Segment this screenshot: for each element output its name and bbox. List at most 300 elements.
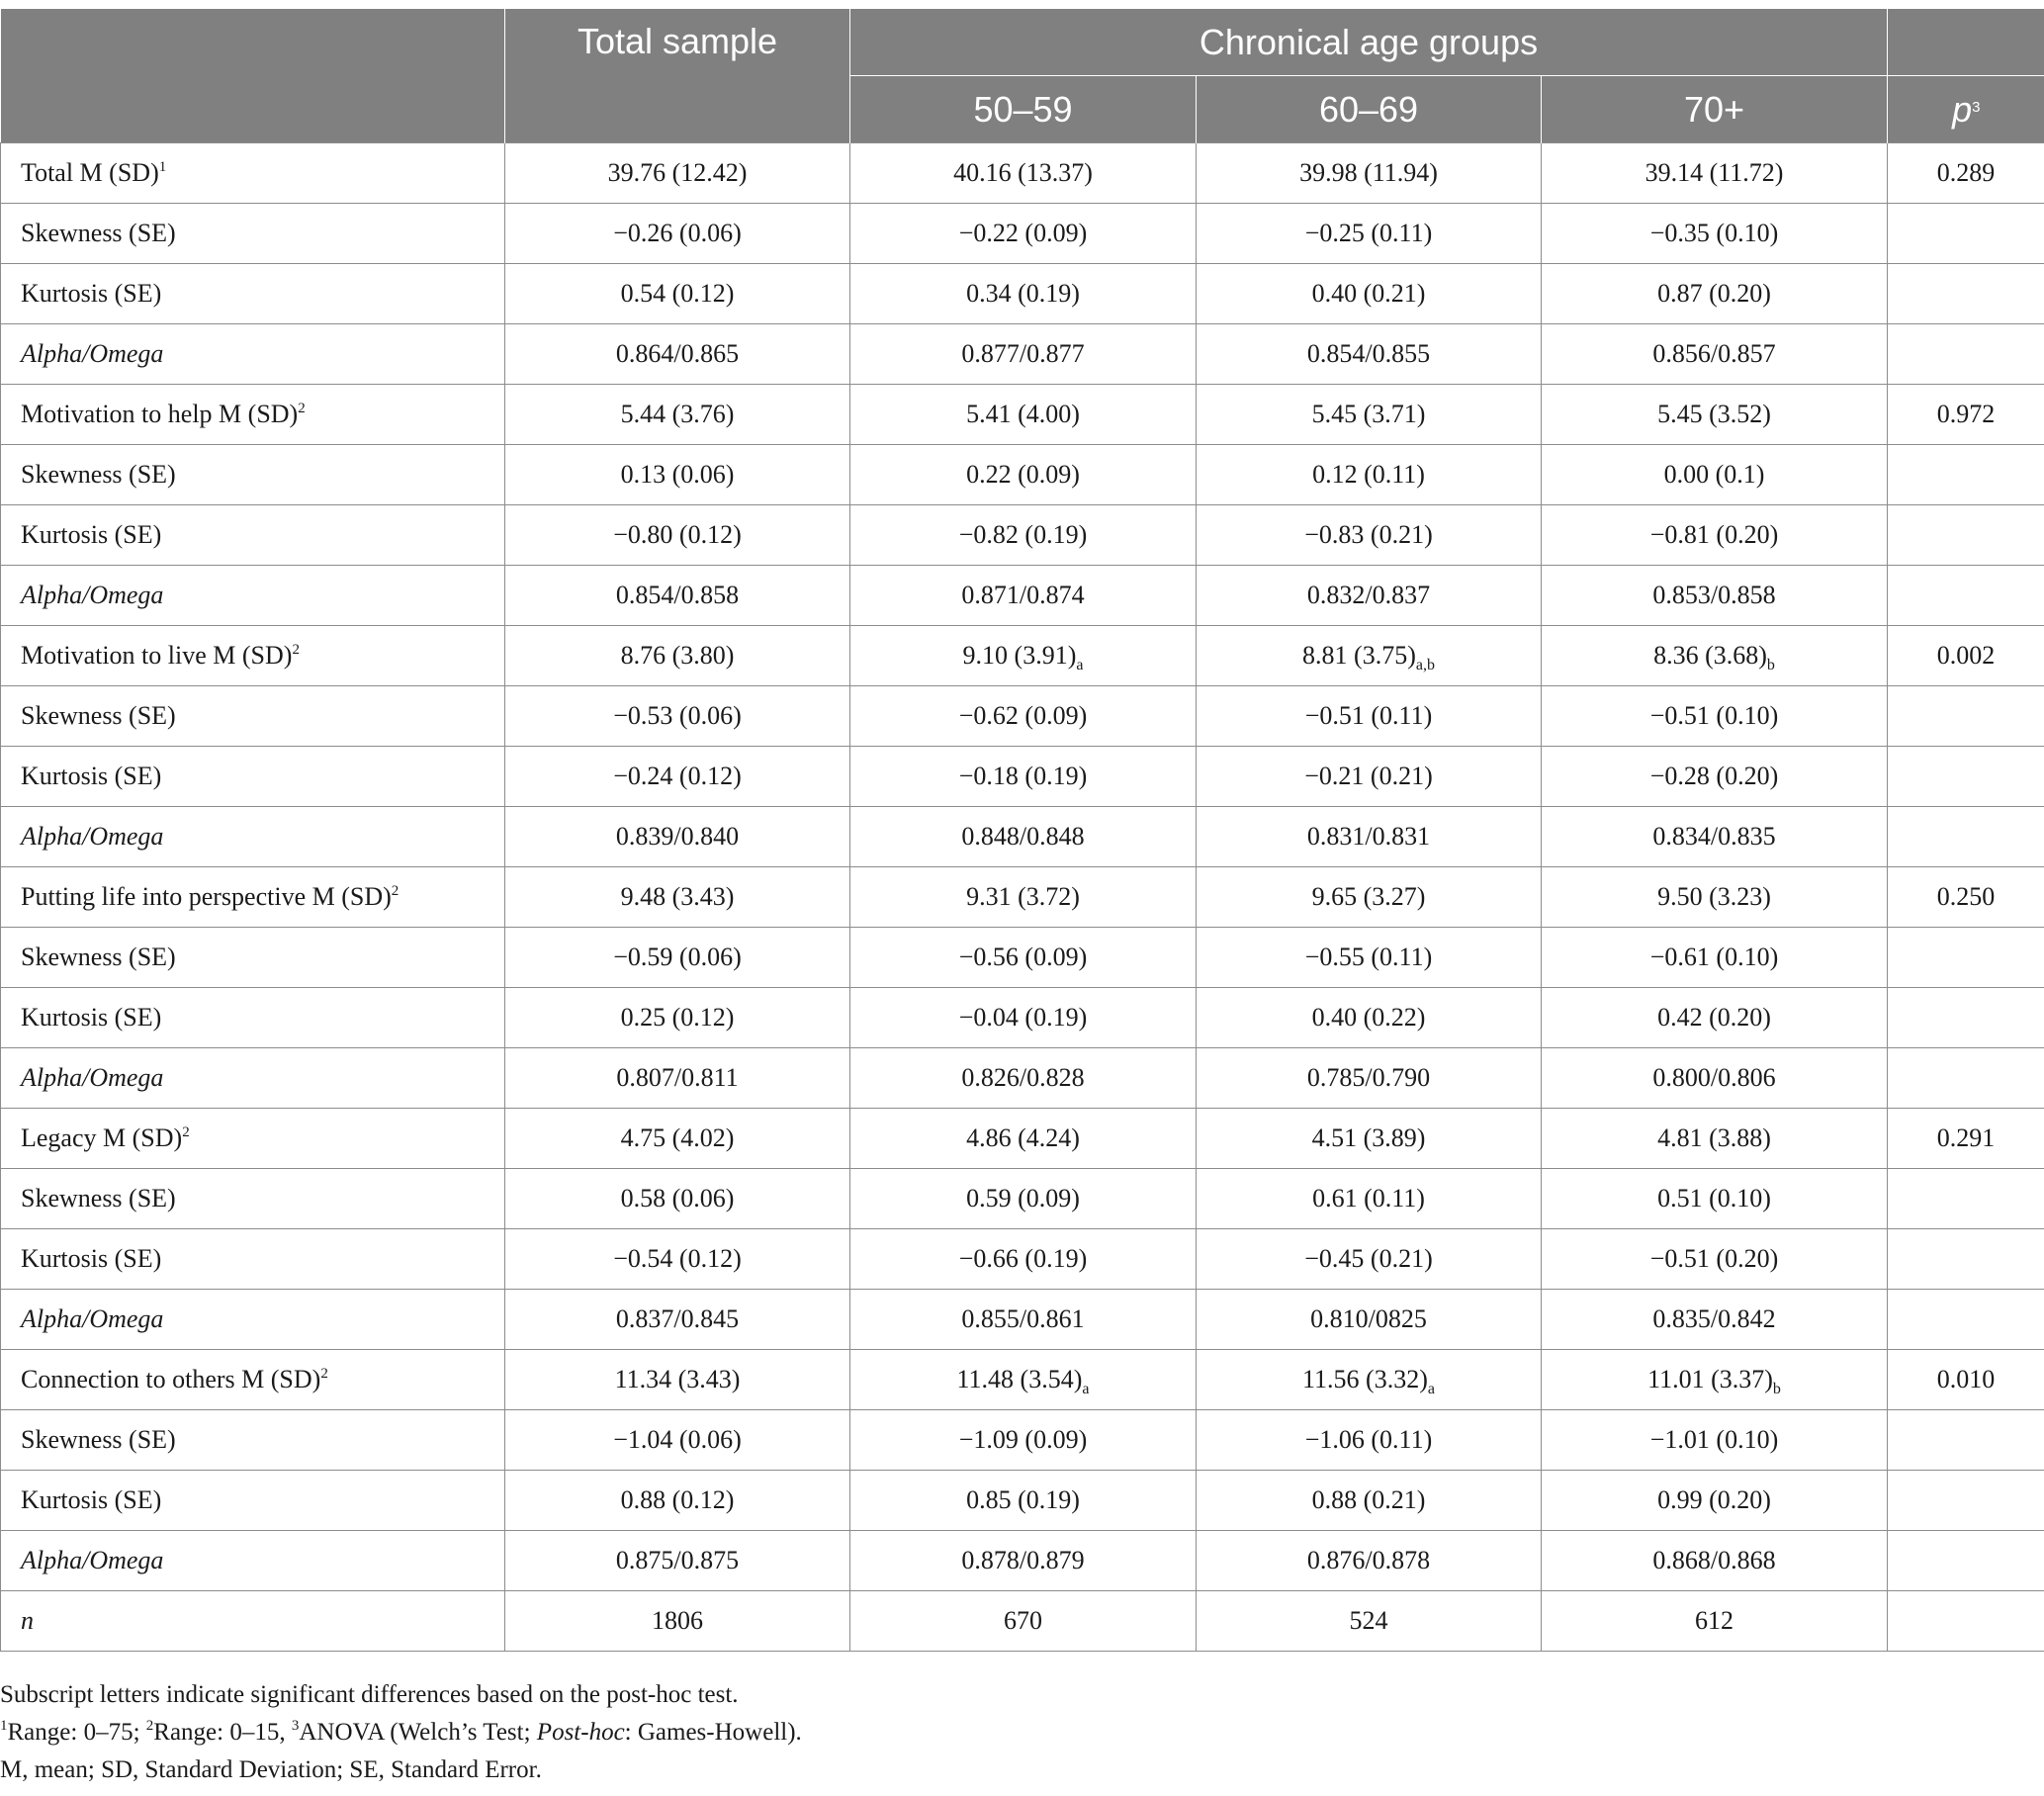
- cell-total-sample: [505, 1350, 850, 1410]
- cell-value: −0.80 (0.12): [613, 520, 742, 549]
- table-row: [1, 867, 2044, 928]
- cell-group-50-59: [850, 445, 1197, 505]
- cell-value: −0.28 (0.20): [1649, 762, 1779, 790]
- cell-total-sample: [505, 1410, 850, 1471]
- cell-value: 670: [1004, 1606, 1042, 1635]
- statistics-table: [0, 9, 2044, 1652]
- cell-group-50-59: [850, 264, 1197, 324]
- cell-total-sample: [505, 324, 850, 385]
- significance-subscript: a: [1082, 1381, 1090, 1397]
- cell-value: 9.31 (3.72): [966, 882, 1080, 911]
- cell-value: −0.51 (0.11): [1304, 701, 1433, 730]
- table-row: [1, 1531, 2044, 1591]
- cell-value: −0.45 (0.21): [1304, 1244, 1433, 1273]
- cell-value: 0.87 (0.20): [1657, 279, 1771, 308]
- cell-p-value: [1888, 204, 2044, 264]
- cell-total-sample: [505, 1290, 850, 1350]
- row-label-text: Alpha/Omega: [21, 1546, 164, 1574]
- row-label-text: Total M (SD): [21, 158, 159, 187]
- table-row: [1, 1410, 2044, 1471]
- cell-value: 0.00 (0.1): [1663, 460, 1765, 489]
- cell-total-sample: [505, 566, 850, 626]
- row-label: [1, 264, 505, 324]
- cell-total-sample: [505, 143, 850, 204]
- cell-p-value: [1888, 1290, 2044, 1350]
- cell-value: 0.88 (0.12): [620, 1485, 735, 1514]
- row-label-text: Kurtosis (SE): [21, 1003, 162, 1032]
- row-label-footnote-mark: 2: [298, 401, 306, 416]
- table-header: [1, 9, 2044, 143]
- cell-group-60-69: [1197, 1410, 1542, 1471]
- cell-total-sample: [505, 385, 850, 445]
- cell-value: −0.18 (0.19): [958, 762, 1088, 790]
- cell-group-70-plus: [1542, 988, 1888, 1048]
- cell-group-70-plus: [1542, 505, 1888, 566]
- footnote-range-total: Range: 0–75;: [7, 1719, 146, 1746]
- cell-value: 0.51 (0.10): [1657, 1184, 1771, 1212]
- significance-subscript: a,b: [1415, 657, 1435, 674]
- row-label-text: Alpha/Omega: [21, 581, 164, 609]
- cell-value: 8.81 (3.75): [1302, 641, 1416, 670]
- cell-value: −0.62 (0.09): [958, 701, 1088, 730]
- cell-group-60-69: [1197, 1169, 1542, 1229]
- row-label-text: Skewness (SE): [21, 1184, 176, 1212]
- cell-total-sample: [505, 867, 850, 928]
- row-label: [1, 686, 505, 747]
- cell-group-50-59: [850, 1350, 1197, 1410]
- table-row: [1, 988, 2044, 1048]
- cell-value: 0.58 (0.06): [620, 1184, 735, 1212]
- cell-value: 0.853/0.858: [1652, 581, 1776, 609]
- cell-value: 0.42 (0.20): [1657, 1003, 1771, 1032]
- cell-value: 4.75 (4.02): [620, 1123, 735, 1152]
- cell-value: 0.40 (0.22): [1311, 1003, 1426, 1032]
- cell-group-70-plus: [1542, 385, 1888, 445]
- row-label: [1, 1290, 505, 1350]
- cell-value: 5.45 (3.71): [1311, 400, 1426, 428]
- cell-group-70-plus: [1542, 1591, 1888, 1652]
- cell-group-70-plus: [1542, 1471, 1888, 1531]
- cell-p-value: [1888, 1410, 2044, 1471]
- cell-group-70-plus: [1542, 867, 1888, 928]
- cell-value: 9.48 (3.43): [620, 882, 735, 911]
- cell-group-60-69: [1197, 988, 1542, 1048]
- cell-group-50-59: [850, 626, 1197, 686]
- cell-group-50-59: [850, 143, 1197, 204]
- cell-group-60-69: [1197, 1531, 1542, 1591]
- table-row: [1, 204, 2044, 264]
- cell-value: 0.99 (0.20): [1657, 1485, 1771, 1514]
- cell-group-70-plus: [1542, 264, 1888, 324]
- cell-value: 5.41 (4.00): [966, 400, 1080, 428]
- cell-value: 0.22 (0.09): [966, 460, 1080, 489]
- cell-group-50-59: [850, 867, 1197, 928]
- cell-value: 11.34 (3.43): [614, 1365, 741, 1393]
- footnote-sup-1: 1: [0, 1718, 8, 1734]
- row-label-text: Skewness (SE): [21, 1425, 176, 1454]
- cell-value: 4.51 (3.89): [1311, 1123, 1426, 1152]
- cell-group-60-69: [1197, 385, 1542, 445]
- cell-total-sample: [505, 445, 850, 505]
- table-row: [1, 505, 2044, 566]
- cell-value: 0.785/0.790: [1306, 1063, 1431, 1092]
- cell-group-50-59: [850, 1229, 1197, 1290]
- cell-p-value: [1888, 988, 2044, 1048]
- row-label-text: Kurtosis (SE): [21, 1485, 162, 1514]
- row-label-footnote-mark: 2: [320, 1366, 328, 1382]
- cell-value: 0.34 (0.19): [966, 279, 1080, 308]
- cell-group-70-plus: [1542, 445, 1888, 505]
- header-p-letter: p: [1952, 88, 1973, 130]
- cell-group-60-69: [1197, 566, 1542, 626]
- cell-total-sample: [505, 686, 850, 747]
- footnote-abbreviations: M, mean; SD, Standard Deviation; SE, Standard Error.: [0, 1756, 542, 1783]
- cell-p-value: [1888, 1350, 2044, 1410]
- row-label-footnote-mark: 2: [182, 1124, 190, 1140]
- cell-p-value: [1888, 747, 2044, 807]
- cell-value: 0.810/0825: [1310, 1304, 1427, 1333]
- table-row: [1, 747, 2044, 807]
- row-label-text: Skewness (SE): [21, 943, 176, 971]
- cell-group-70-plus: [1542, 324, 1888, 385]
- cell-total-sample: [505, 1109, 850, 1169]
- cell-value: −0.21 (0.21): [1304, 762, 1433, 790]
- row-label: [1, 204, 505, 264]
- cell-group-50-59: [850, 807, 1197, 867]
- cell-total-sample: [505, 1169, 850, 1229]
- cell-p-value: [1888, 264, 2044, 324]
- cell-total-sample: [505, 626, 850, 686]
- row-label: [1, 988, 505, 1048]
- row-label-text: Alpha/Omega: [21, 822, 164, 851]
- significance-subscript: b: [1766, 657, 1775, 674]
- cell-value: 0.25 (0.12): [620, 1003, 735, 1032]
- row-label: [1, 1169, 505, 1229]
- header-group-60-69: 60–69: [1197, 76, 1542, 143]
- table-row: [1, 1290, 2044, 1350]
- row-label: [1, 324, 505, 385]
- row-label-footnote-mark: 2: [292, 642, 300, 658]
- row-label: [1, 1229, 505, 1290]
- table-footnotes: [0, 1676, 2044, 1789]
- cell-group-60-69: [1197, 928, 1542, 988]
- cell-total-sample: [505, 988, 850, 1048]
- footnote-sup-3: 3: [291, 1718, 300, 1734]
- cell-value: 0.856/0.857: [1652, 339, 1776, 368]
- cell-group-50-59: [850, 505, 1197, 566]
- cell-total-sample: [505, 505, 850, 566]
- cell-value: −0.59 (0.06): [613, 943, 742, 971]
- cell-value: 40.16 (13.37): [953, 158, 1093, 187]
- cell-p-value: [1888, 1471, 2044, 1531]
- footnote-subscript: Subscript letters indicate significant differences based on the post-hoc test.: [0, 1681, 739, 1708]
- cell-value: 0.289: [1936, 158, 1996, 187]
- cell-group-60-69: [1197, 445, 1542, 505]
- row-label: [1, 1109, 505, 1169]
- cell-value: 8.76 (3.80): [620, 641, 735, 670]
- row-label-text: Kurtosis (SE): [21, 520, 162, 549]
- cell-p-value: [1888, 1169, 2044, 1229]
- cell-group-60-69: [1197, 1048, 1542, 1109]
- table-row: [1, 264, 2044, 324]
- table-row: [1, 1169, 2044, 1229]
- row-label: [1, 867, 505, 928]
- table-row: [1, 566, 2044, 626]
- cell-group-70-plus: [1542, 1048, 1888, 1109]
- cell-total-sample: [505, 264, 850, 324]
- row-label: [1, 747, 505, 807]
- cell-value: 39.98 (11.94): [1299, 158, 1438, 187]
- cell-value: 0.835/0.842: [1652, 1304, 1776, 1333]
- row-label: [1, 928, 505, 988]
- cell-value: 0.972: [1936, 400, 1996, 428]
- cell-group-50-59: [850, 1109, 1197, 1169]
- cell-value: −0.22 (0.09): [958, 219, 1088, 247]
- cell-value: 4.86 (4.24): [966, 1123, 1080, 1152]
- cell-value: 0.871/0.874: [961, 581, 1085, 609]
- cell-group-60-69: [1197, 143, 1542, 204]
- table-row: [1, 686, 2044, 747]
- cell-group-60-69: [1197, 264, 1542, 324]
- footnote-sup-2: 2: [145, 1718, 154, 1734]
- row-label: [1, 1471, 505, 1531]
- cell-value: 9.65 (3.27): [1311, 882, 1426, 911]
- cell-group-60-69: [1197, 204, 1542, 264]
- cell-value: −0.82 (0.19): [958, 520, 1088, 549]
- cell-total-sample: [505, 1048, 850, 1109]
- cell-p-value: [1888, 566, 2044, 626]
- table-row: [1, 1048, 2044, 1109]
- cell-value: 39.76 (12.42): [607, 158, 748, 187]
- table-row: [1, 807, 2044, 867]
- row-label: [1, 445, 505, 505]
- row-label-text: Motivation to help M (SD): [21, 400, 299, 428]
- table-row: [1, 1471, 2044, 1531]
- row-label: [1, 1048, 505, 1109]
- cell-group-60-69: [1197, 1350, 1542, 1410]
- cell-value: 11.56 (3.32): [1302, 1365, 1428, 1393]
- cell-group-60-69: [1197, 1471, 1542, 1531]
- cell-value: 0.854/0.855: [1306, 339, 1431, 368]
- footnote-range-sub: Range: 0–15,: [153, 1719, 292, 1746]
- table-row: [1, 143, 2044, 204]
- cell-value: 0.85 (0.19): [966, 1485, 1080, 1514]
- cell-value: −0.83 (0.21): [1304, 520, 1433, 549]
- cell-total-sample: [505, 204, 850, 264]
- cell-group-50-59: [850, 1048, 1197, 1109]
- row-label-text: Alpha/Omega: [21, 1063, 164, 1092]
- significance-subscript: b: [1772, 1381, 1781, 1397]
- table-row: [1, 1591, 2044, 1652]
- row-label-text: Alpha/Omega: [21, 339, 164, 368]
- cell-group-60-69: [1197, 1229, 1542, 1290]
- row-label-text: Skewness (SE): [21, 219, 176, 247]
- cell-p-value: [1888, 686, 2044, 747]
- cell-total-sample: [505, 1591, 850, 1652]
- cell-value: 0.002: [1936, 641, 1996, 670]
- cell-p-value: [1888, 324, 2044, 385]
- cell-group-50-59: [850, 1410, 1197, 1471]
- cell-value: 524: [1349, 1606, 1388, 1635]
- row-label: [1, 1531, 505, 1591]
- cell-value: 11.01 (3.37): [1647, 1365, 1773, 1393]
- cell-value: 5.45 (3.52): [1657, 400, 1771, 428]
- cell-group-60-69: [1197, 1290, 1542, 1350]
- cell-group-50-59: [850, 204, 1197, 264]
- cell-value: 0.854/0.858: [615, 581, 740, 609]
- cell-group-70-plus: [1542, 1350, 1888, 1410]
- cell-group-60-69: [1197, 867, 1542, 928]
- header-total-sample: Total sample: [505, 9, 850, 143]
- cell-group-70-plus: [1542, 928, 1888, 988]
- cell-p-value: [1888, 867, 2044, 928]
- cell-group-60-69: [1197, 747, 1542, 807]
- cell-value: 0.864/0.865: [615, 339, 740, 368]
- cell-group-60-69: [1197, 626, 1542, 686]
- table-row: [1, 1229, 2044, 1290]
- row-label-footnote-mark: 1: [158, 159, 167, 175]
- table-row: [1, 1109, 2044, 1169]
- cell-group-50-59: [850, 324, 1197, 385]
- table-row: [1, 324, 2044, 385]
- row-label: [1, 505, 505, 566]
- header-empty-cell: [1, 9, 505, 143]
- row-label-text: Putting life into perspective M (SD): [21, 882, 392, 911]
- cell-value: −0.26 (0.06): [613, 219, 742, 247]
- cell-group-50-59: [850, 928, 1197, 988]
- cell-group-60-69: [1197, 324, 1542, 385]
- cell-group-50-59: [850, 686, 1197, 747]
- row-label: [1, 626, 505, 686]
- cell-value: 0.839/0.840: [615, 822, 740, 851]
- cell-p-value: [1888, 1048, 2044, 1109]
- row-label-text: Alpha/Omega: [21, 1304, 164, 1333]
- header-group-70-plus: 70+: [1542, 76, 1888, 143]
- cell-p-value: [1888, 1591, 2044, 1652]
- row-label: [1, 385, 505, 445]
- table-row: [1, 928, 2044, 988]
- row-label-text: Legacy M (SD): [21, 1123, 183, 1152]
- row-label-text: Motivation to live M (SD): [21, 641, 293, 670]
- cell-value: −0.53 (0.06): [613, 701, 742, 730]
- significance-subscript: a: [1076, 657, 1084, 674]
- cell-group-50-59: [850, 1531, 1197, 1591]
- cell-p-value: [1888, 1109, 2044, 1169]
- cell-p-value: [1888, 928, 2044, 988]
- cell-total-sample: [505, 1471, 850, 1531]
- row-label-text: Skewness (SE): [21, 701, 176, 730]
- cell-group-70-plus: [1542, 807, 1888, 867]
- header-empty-p-top: [1888, 9, 2044, 76]
- cell-value: 0.878/0.879: [961, 1546, 1085, 1574]
- row-label: [1, 1350, 505, 1410]
- cell-value: 8.36 (3.68): [1653, 641, 1767, 670]
- row-label-text: n: [21, 1606, 34, 1635]
- cell-group-60-69: [1197, 686, 1542, 747]
- footnote-ranges: [0, 1714, 2044, 1751]
- cell-value: −1.01 (0.10): [1649, 1425, 1779, 1454]
- cell-group-70-plus: [1542, 566, 1888, 626]
- cell-p-value: [1888, 445, 2044, 505]
- cell-group-60-69: [1197, 505, 1542, 566]
- cell-value: 0.834/0.835: [1652, 822, 1776, 851]
- cell-value: 0.875/0.875: [615, 1546, 740, 1574]
- cell-value: −0.66 (0.19): [958, 1244, 1088, 1273]
- cell-value: 0.807/0.811: [616, 1063, 739, 1092]
- cell-group-70-plus: [1542, 686, 1888, 747]
- cell-value: −0.55 (0.11): [1304, 943, 1433, 971]
- header-p-sup: 3: [1972, 98, 1981, 116]
- cell-group-60-69: [1197, 807, 1542, 867]
- row-label: [1, 566, 505, 626]
- cell-value: 39.14 (11.72): [1644, 158, 1784, 187]
- cell-total-sample: [505, 1229, 850, 1290]
- cell-value: 0.54 (0.12): [620, 279, 735, 308]
- cell-value: 0.12 (0.11): [1312, 460, 1425, 489]
- row-label: [1, 143, 505, 204]
- row-label-text: Kurtosis (SE): [21, 279, 162, 308]
- cell-p-value: [1888, 1229, 2044, 1290]
- cell-value: 0.88 (0.21): [1311, 1485, 1426, 1514]
- cell-total-sample: [505, 747, 850, 807]
- cell-value: 0.61 (0.11): [1312, 1184, 1425, 1212]
- cell-value: −0.54 (0.12): [613, 1244, 742, 1273]
- footnote-posthoc: Post-hoc: [536, 1719, 625, 1746]
- cell-p-value: [1888, 505, 2044, 566]
- cell-group-70-plus: [1542, 1109, 1888, 1169]
- cell-value: −0.24 (0.12): [613, 762, 742, 790]
- cell-p-value: [1888, 385, 2044, 445]
- cell-value: −0.51 (0.20): [1649, 1244, 1779, 1273]
- header-p-value: [1888, 76, 2044, 143]
- cell-value: 0.800/0.806: [1652, 1063, 1776, 1092]
- row-label-footnote-mark: 2: [391, 883, 400, 899]
- row-label-text: Kurtosis (SE): [21, 762, 162, 790]
- significance-subscript: a: [1427, 1381, 1435, 1397]
- cell-value: 0.010: [1936, 1365, 1996, 1393]
- cell-total-sample: [505, 928, 850, 988]
- footnote-games-howell: : Games-Howell).: [624, 1719, 802, 1746]
- cell-group-50-59: [850, 385, 1197, 445]
- cell-group-50-59: [850, 566, 1197, 626]
- cell-group-50-59: [850, 1169, 1197, 1229]
- cell-value: −0.51 (0.10): [1649, 701, 1779, 730]
- cell-total-sample: [505, 1531, 850, 1591]
- cell-value: 0.250: [1936, 882, 1996, 911]
- cell-group-70-plus: [1542, 1169, 1888, 1229]
- cell-value: 0.826/0.828: [961, 1063, 1085, 1092]
- cell-value: −0.04 (0.19): [958, 1003, 1088, 1032]
- table-row: [1, 1350, 2044, 1410]
- cell-value: 9.10 (3.91): [962, 641, 1077, 670]
- cell-value: 0.848/0.848: [961, 822, 1085, 851]
- cell-group-70-plus: [1542, 747, 1888, 807]
- cell-p-value: [1888, 626, 2044, 686]
- row-label: [1, 1591, 505, 1652]
- table-row: [1, 445, 2044, 505]
- row-label-text: Skewness (SE): [21, 460, 176, 489]
- cell-value: 9.50 (3.23): [1657, 882, 1771, 911]
- cell-value: −0.61 (0.10): [1649, 943, 1779, 971]
- header-group-50-59: 50–59: [850, 76, 1197, 143]
- cell-value: −1.04 (0.06): [613, 1425, 742, 1454]
- cell-value: 0.868/0.868: [1652, 1546, 1776, 1574]
- cell-value: 0.837/0.845: [615, 1304, 740, 1333]
- cell-group-70-plus: [1542, 204, 1888, 264]
- row-label-text: Kurtosis (SE): [21, 1244, 162, 1273]
- cell-value: 0.831/0.831: [1306, 822, 1431, 851]
- cell-group-70-plus: [1542, 626, 1888, 686]
